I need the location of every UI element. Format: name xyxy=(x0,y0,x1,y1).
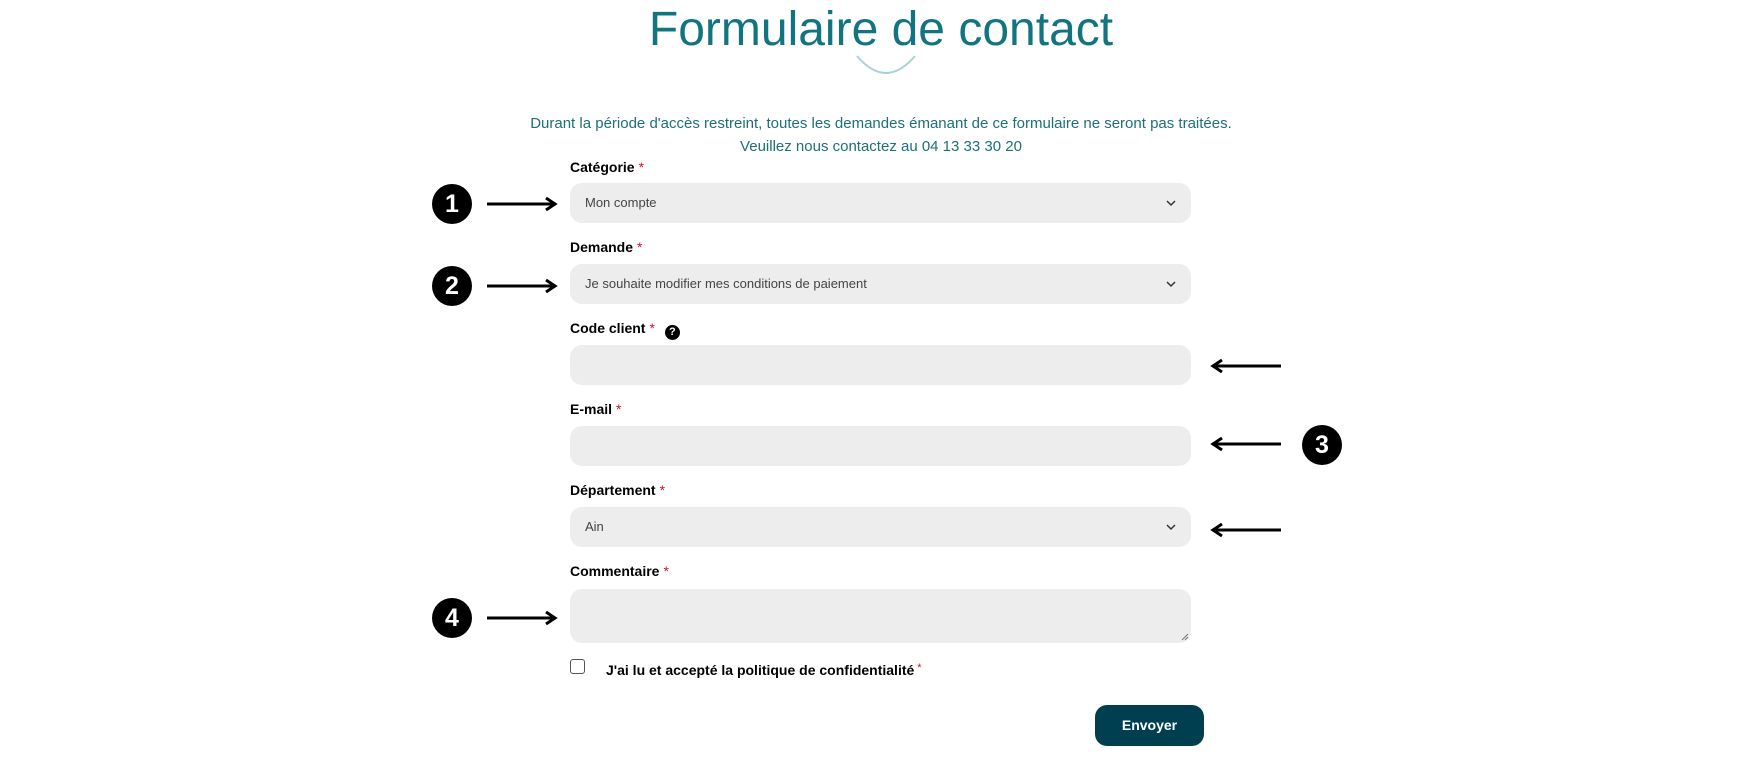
departement-selected-value: Ain xyxy=(585,519,604,534)
departement-select[interactable] xyxy=(570,507,1191,547)
submit-button[interactable]: Envoyer xyxy=(1095,705,1204,746)
title-decoration-arc xyxy=(853,52,919,82)
annotation-badge-3: 3 xyxy=(1302,425,1342,465)
required-asterisk: * xyxy=(637,239,643,255)
annotation-arrow-right-icon xyxy=(486,611,558,625)
departement-label: Département * xyxy=(570,482,666,498)
question-circle-icon[interactable]: ? xyxy=(665,325,680,340)
resize-handle-icon[interactable] xyxy=(1179,631,1189,641)
required-asterisk: * xyxy=(663,563,669,579)
annotation-arrow-left-icon xyxy=(1210,359,1282,373)
phone-notice: Veuillez nous contactez au 04 13 33 30 20 xyxy=(740,138,1022,155)
required-asterisk: * xyxy=(616,401,622,417)
email-input-wrapper xyxy=(570,426,1191,466)
commentaire-textarea[interactable] xyxy=(570,589,1191,643)
email-label: E-mail * xyxy=(570,401,622,417)
restricted-access-notice: Durant la période d'accès restreint, toutes les demandes émanant de ce formulaire ne seront pas traitées. xyxy=(530,115,1232,132)
chevron-down-icon xyxy=(1165,198,1177,208)
chevron-down-icon xyxy=(1165,522,1177,532)
annotation-badge-1: 1 xyxy=(432,184,472,224)
categorie-selected-value: Mon compte xyxy=(585,195,657,210)
categorie-select[interactable] xyxy=(570,183,1191,223)
commentaire-label: Commentaire * xyxy=(570,563,669,579)
annotation-arrow-right-icon xyxy=(486,197,558,211)
code-client-label: Code client * ? xyxy=(570,319,680,340)
required-asterisk: * xyxy=(638,159,645,175)
code-client-input-wrapper xyxy=(570,345,1191,385)
email-input[interactable] xyxy=(570,426,1191,466)
required-asterisk: * xyxy=(659,482,666,498)
required-asterisk: * xyxy=(917,662,922,674)
categorie-label: Catégorie * xyxy=(570,159,645,175)
annotation-arrow-right-icon xyxy=(486,279,558,293)
code-client-input[interactable] xyxy=(570,345,1191,385)
page-title: Formulaire de contact xyxy=(648,3,1114,56)
annotation-badge-2: 2 xyxy=(432,266,472,306)
demande-label: Demande * xyxy=(570,239,643,255)
chevron-down-icon xyxy=(1165,279,1177,289)
required-asterisk: * xyxy=(649,320,655,336)
demande-selected-value: Je souhaite modifier mes conditions de paiement xyxy=(585,276,867,291)
annotation-arrow-left-icon xyxy=(1210,523,1282,537)
privacy-consent-label[interactable]: J'ai lu et accepté la politique de confidentialité * xyxy=(606,662,922,678)
annotation-arrow-left-icon xyxy=(1210,437,1282,451)
demande-select[interactable] xyxy=(570,264,1191,304)
annotation-badge-4: 4 xyxy=(432,598,472,638)
privacy-consent-checkbox[interactable] xyxy=(570,659,585,674)
